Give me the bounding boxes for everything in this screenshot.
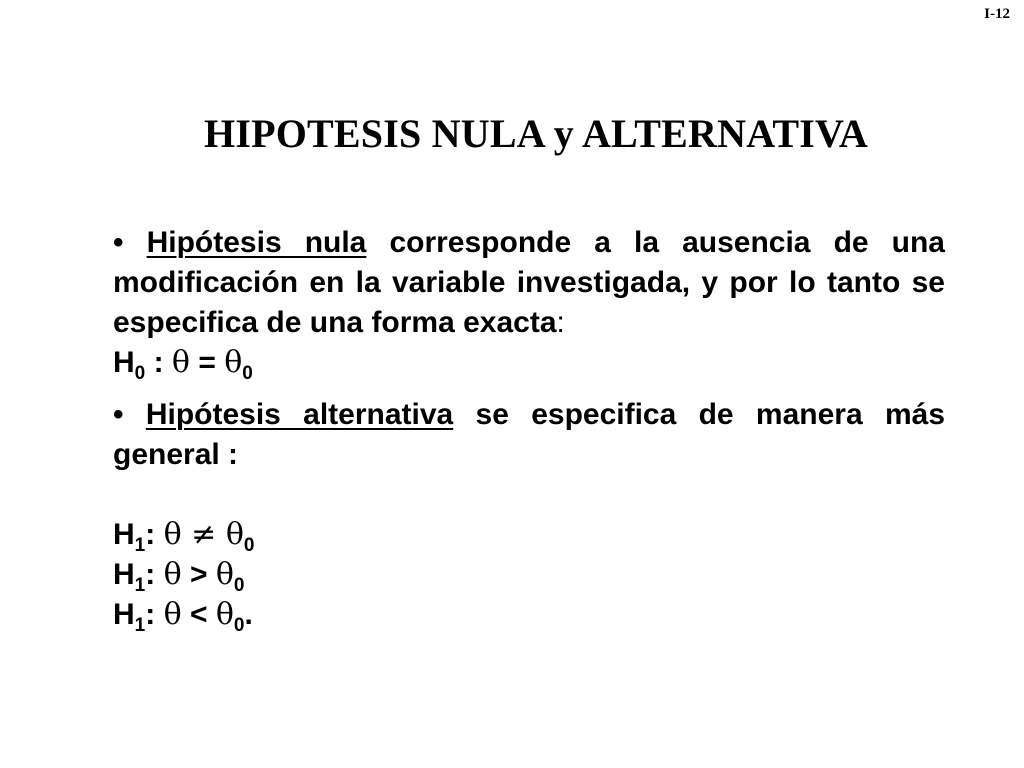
bullet-text: corresponde a la ausencia de una modificación en la variable investigada, y por lo tanto se especifica de una forma exacta [113,226,945,339]
formula-theta0: θ [215,557,234,592]
formula-separator: : [145,598,164,631]
formula-theta0-subscript: 0 [242,363,253,384]
formula-separator: : [145,558,164,591]
formula-h0 [113,343,945,383]
formula-theta0: θ [215,597,234,632]
bullet-colon: : [556,306,565,339]
formula-operator: > [181,558,216,591]
formula-theta: θ [163,597,182,632]
formula-theta: θ [163,517,182,552]
formula-theta: θ [171,345,190,380]
bullet-text: se especifica de manera más general : [113,398,945,471]
term-alternative-hypothesis: Hipótesis alternativa [145,398,454,431]
formula-h1-greater [113,555,945,595]
formula-end: . [244,598,253,631]
formula-h1-not-equal [113,515,945,555]
formula-operator: ≠ [181,517,226,552]
formula-operator: = [189,346,225,379]
formula-h-subscript: 0 [134,363,146,384]
bullet-marker: • [113,398,124,431]
formula-h1-less [113,595,945,635]
bullet-marker: • [113,226,124,259]
formula-theta0-subscript: 0 [233,575,245,596]
term-null-hypothesis: Hipótesis nula [146,226,367,259]
formula-h-subscript: 1 [134,575,146,596]
formula-theta0-subscript: 0 [233,615,245,636]
slide-body [113,223,945,635]
formula-h: H [113,518,135,551]
formula-theta0-subscript: 0 [243,535,255,556]
formula-h: H [113,346,135,379]
formula-theta0: θ [224,345,243,380]
formula-h-subscript: 1 [134,615,146,636]
slide-number: I-12 [984,6,1010,22]
formula-operator: < [181,598,216,631]
bullet-alternative-hypothesis [113,395,945,475]
formula-separator: : [145,346,172,379]
bullet-null-hypothesis [113,223,945,343]
formula-h-subscript: 1 [134,535,146,556]
slide-title: HIPOTESIS NULA y ALTERNATIVA [204,111,868,156]
formula-h: H [113,558,135,591]
formula-theta0: θ [225,517,244,552]
formula-theta: θ [163,557,182,592]
formula-h: H [113,598,135,631]
spacer [113,475,945,515]
formula-separator: : [145,518,164,551]
